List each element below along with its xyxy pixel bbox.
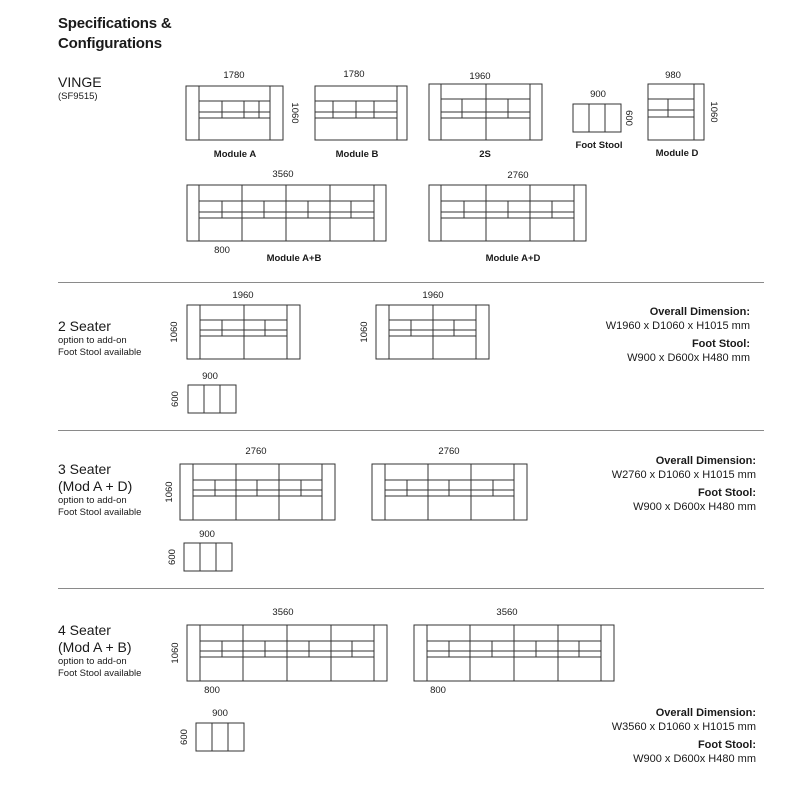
module-label: Module B — [335, 149, 379, 160]
config-title: 3 Seater — [58, 461, 111, 477]
dimension-label: 600 — [167, 549, 178, 565]
dimension-label: 1780 — [343, 69, 365, 80]
overall-dimension-value: W3560 x D1060 x H1015 mm — [611, 721, 756, 733]
dimension-label: 3560 — [272, 169, 294, 180]
product-name: VINGE — [58, 74, 102, 90]
dimension-label: 900 — [202, 371, 218, 382]
config-note: Foot Stool available — [58, 668, 142, 679]
overall-dimension-label: Overall Dimension: — [649, 306, 750, 318]
foot-stool-value: W900 x D600x H480 mm — [633, 501, 756, 513]
dimension-label: 900 — [212, 708, 228, 719]
overall-dimension-label: Overall Dimension: — [655, 707, 756, 719]
foot-stool-label: Foot Stool: — [691, 338, 750, 350]
dimension-label: 2760 — [438, 446, 460, 457]
dimension-label: 1060 — [169, 321, 180, 343]
module-d-drawing — [648, 84, 704, 140]
module-2s-drawing — [429, 84, 542, 140]
dimension-label: 1780 — [223, 70, 245, 81]
config-subtitle: (Mod A + B) — [58, 639, 132, 655]
module-label: Module A+D — [485, 253, 541, 264]
config-title: 2 Seater — [58, 318, 111, 334]
module-label: Module D — [655, 148, 699, 159]
dimension-label: 3560 — [496, 607, 518, 618]
two-seater-drawing-2 — [376, 305, 489, 359]
dimension-label: 2760 — [507, 170, 529, 181]
dimension-label: 1060 — [164, 481, 175, 503]
four-seater-drawing-2 — [414, 625, 614, 681]
three-seater-drawing-1 — [180, 464, 335, 520]
module-label: Module A+B — [266, 253, 322, 264]
dimension-label: 2760 — [245, 446, 267, 457]
foot-stool-label: Foot Stool: — [697, 739, 756, 751]
three-seater-stool-drawing — [184, 543, 232, 571]
overall-dimension-value: W1960 x D1060 x H1015 mm — [605, 320, 750, 332]
foot-stool-label: Foot Stool: — [697, 487, 756, 499]
two-seater-stool-drawing — [188, 385, 236, 413]
dimension-label: 1060 — [289, 102, 300, 124]
dimension-label: 900 — [590, 89, 606, 100]
dimension-label: 3560 — [272, 607, 294, 618]
module-ab-drawing — [187, 185, 386, 241]
page-title-line-2: Configurations — [58, 35, 162, 52]
module-label: Module A — [213, 149, 257, 160]
config-note: Foot Stool available — [58, 507, 142, 518]
dimension-label: 1960 — [422, 290, 444, 301]
dimension-label: 980 — [665, 70, 681, 81]
foot-stool-value: W900 x D600x H480 mm — [633, 753, 756, 765]
dimension-label: 800 — [430, 685, 446, 696]
dimension-label: 1060 — [170, 642, 181, 664]
dimension-label: 1960 — [469, 71, 491, 82]
dimension-label: 1960 — [232, 290, 254, 301]
foot-stool-value: W900 x D600x H480 mm — [627, 352, 750, 364]
dimension-label: 600 — [179, 729, 190, 745]
four-seater-drawing-1 — [187, 625, 387, 681]
two-seater-drawing-1 — [187, 305, 300, 359]
config-note: option to add-on — [58, 495, 127, 506]
dimension-label: 800 — [214, 245, 230, 256]
dimension-label: 900 — [199, 529, 215, 540]
product-code: (SF9515) — [58, 91, 98, 102]
config-note: Foot Stool available — [58, 347, 142, 358]
page-title-line-1: Specifications & — [58, 15, 172, 32]
module-ad-drawing — [429, 185, 586, 241]
config-title: 4 Seater — [58, 622, 111, 638]
dimension-label: 600 — [623, 110, 634, 126]
foot-stool-drawing — [573, 104, 621, 132]
dimension-label: 800 — [204, 685, 220, 696]
module-label: Foot Stool — [575, 140, 623, 151]
four-seater-stool-drawing — [196, 723, 244, 751]
config-note: option to add-on — [58, 656, 127, 667]
overall-dimension-label: Overall Dimension: — [655, 455, 756, 467]
module-b-drawing — [315, 86, 407, 140]
three-seater-drawing-2 — [372, 464, 527, 520]
config-subtitle: (Mod A + D) — [58, 478, 133, 494]
module-a-drawing — [186, 86, 283, 140]
dimension-label: 1060 — [359, 321, 370, 343]
config-note: option to add-on — [58, 335, 127, 346]
dimension-label: 1060 — [708, 101, 719, 123]
dimension-label: 600 — [170, 391, 181, 407]
module-label: 2S — [479, 149, 491, 160]
overall-dimension-value: W2760 x D1060 x H1015 mm — [611, 469, 756, 481]
